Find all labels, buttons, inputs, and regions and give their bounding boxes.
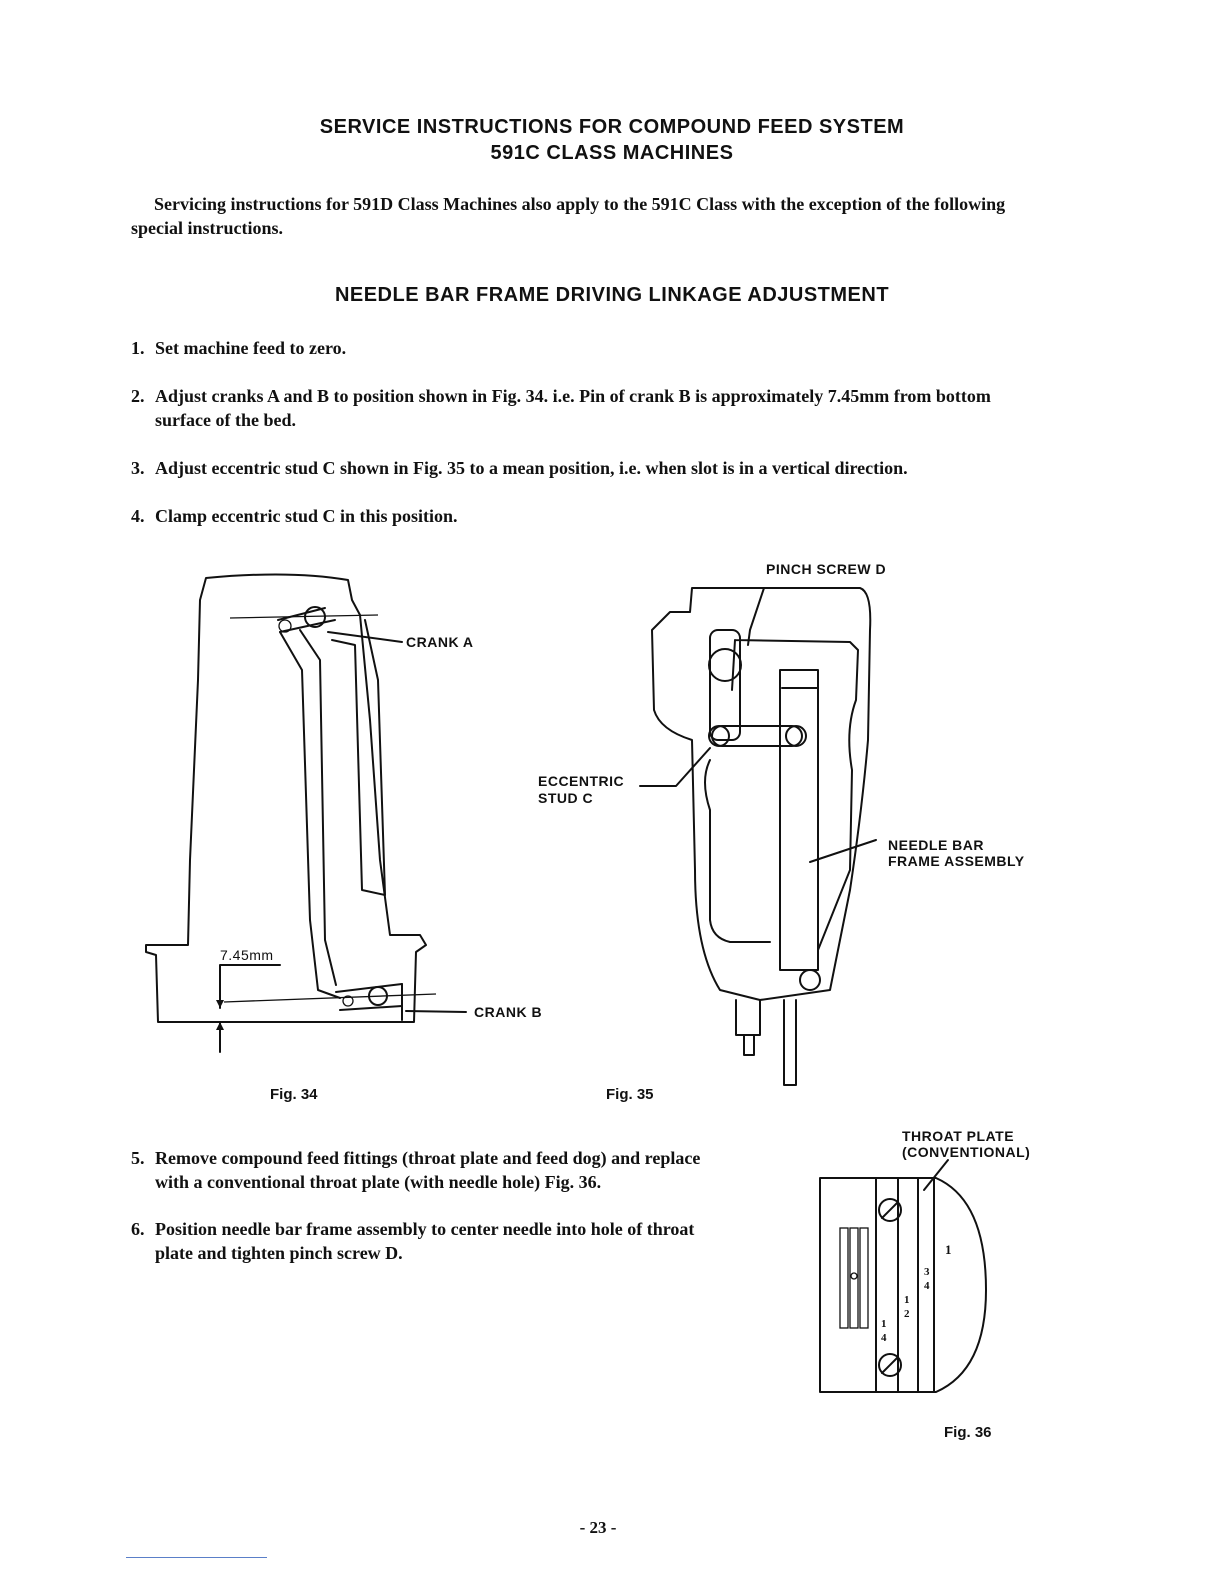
frame-label-1: NEEDLE BAR — [888, 837, 985, 853]
top-screw-slot — [882, 1202, 898, 1218]
throat-plate-leader — [924, 1160, 948, 1190]
mark-4b: 4 — [881, 1332, 887, 1344]
needle-hole — [851, 1273, 857, 1279]
mark-1: 1 — [945, 1242, 952, 1257]
presser-bar — [736, 1000, 760, 1035]
throat-plate-label-2: (CONVENTIONAL) — [902, 1144, 1031, 1160]
section-heading: NEEDLE BAR FRAME DRIVING LINKAGE ADJUSTMENT — [334, 284, 890, 306]
mark-1c: 1 — [881, 1318, 887, 1330]
pinch-screw-label: PINCH SCREW D — [766, 561, 887, 577]
feed-slot-3 — [860, 1228, 868, 1328]
mark-1b: 1 — [904, 1294, 910, 1306]
step-text: Set machine feed to zero. — [155, 338, 347, 358]
arm-column — [332, 620, 385, 895]
mark-4: 4 — [924, 1280, 930, 1292]
throat-plate-label-1: THROAT PLATE — [902, 1128, 1015, 1144]
presser-foot — [744, 1035, 754, 1055]
crank-a-label: CRANK A — [406, 634, 474, 650]
link-rod-left — [280, 632, 340, 998]
step-number: 2. — [131, 386, 145, 406]
step-text: Adjust eccentric stud C shown in Fig. 35 to a mean position, i.e. when slot is in a vertical direction. — [155, 458, 908, 478]
step-number: 6. — [131, 1219, 145, 1239]
needle-bar-bushing — [800, 970, 820, 990]
step-6 — [131, 1217, 771, 1267]
step-text: Position needle bar frame assembly to center needle into hole of throat — [155, 1219, 695, 1239]
crank-b-leader — [406, 1011, 466, 1012]
crank-b-label: CRANK B — [474, 1004, 543, 1020]
step-4 — [131, 504, 1091, 530]
fig35-caption: Fig. 35 — [606, 1086, 654, 1103]
step-text-cont: with a conventional throat plate (with needle hole) Fig. 36. — [155, 1172, 602, 1192]
step-text-cont: surface of the bed. — [155, 410, 296, 430]
step-5 — [131, 1146, 771, 1196]
needle-bar — [784, 1000, 796, 1085]
fig35-body-outline — [652, 588, 870, 1000]
fig36-drawing — [818, 1160, 998, 1400]
dimension-label: 7.45mm — [220, 947, 274, 963]
feed-slot-1 — [840, 1228, 848, 1328]
intro-line-2: special instructions. — [131, 218, 284, 238]
fig35-drawing — [640, 570, 900, 1090]
needle-bar-frame — [780, 670, 818, 970]
frame-leader — [810, 840, 876, 862]
step-1 — [131, 336, 1091, 362]
intro-line-1: Servicing instructions for 591D Class Machines also apply to the 591C Class with the exception of the following — [154, 194, 1006, 214]
fig34-caption: Fig. 34 — [270, 1086, 318, 1103]
step-2 — [131, 384, 1091, 434]
step-text: Adjust cranks A and B to position shown in Fig. 34. i.e. Pin of crank B is approximately 7.45mm from bottom — [155, 386, 991, 406]
throat-plate-outline — [820, 1178, 986, 1392]
page-title: SERVICE INSTRUCTIONS FOR COMPOUND FEED SYSTEM — [319, 116, 905, 138]
step-3 — [131, 456, 1091, 482]
step-number: 5. — [131, 1148, 145, 1168]
frame-label-2: FRAME ASSEMBLY — [888, 853, 1025, 869]
step-text-cont: plate and tighten pinch screw D. — [155, 1243, 403, 1263]
crank-a-axis — [230, 615, 378, 618]
step-number: 4. — [131, 506, 145, 526]
step-number: 3. — [131, 458, 145, 478]
step-number: 1. — [131, 338, 145, 358]
mark-3: 3 — [924, 1266, 930, 1278]
bottom-screw-slot — [882, 1357, 898, 1373]
page-subtitle: 591C CLASS MACHINES — [490, 142, 734, 164]
page-number: - 23 - — [579, 1518, 617, 1537]
eccentric-label-1: ECCENTRIC — [538, 773, 625, 789]
fig35-arm-curve — [705, 760, 770, 942]
step-text: Clamp eccentric stud C in this position. — [155, 506, 458, 526]
pinch-screw-d-head — [709, 649, 741, 681]
dim-arrow-up — [216, 1022, 224, 1030]
mark-2: 2 — [904, 1308, 910, 1320]
eccentric-leader — [640, 748, 710, 786]
step-text: Remove compound feed fittings (throat plate and feed dog) and replace — [155, 1148, 701, 1168]
fig35-inner-housing — [732, 640, 858, 950]
dim-arrow-down — [216, 1000, 224, 1008]
footer-rule — [126, 1557, 267, 1558]
pinch-screw-leader — [748, 588, 764, 645]
eccentric-label-2: STUD C — [538, 790, 594, 806]
crank-a-leader — [328, 632, 402, 642]
fig36-caption: Fig. 36 — [944, 1424, 992, 1441]
